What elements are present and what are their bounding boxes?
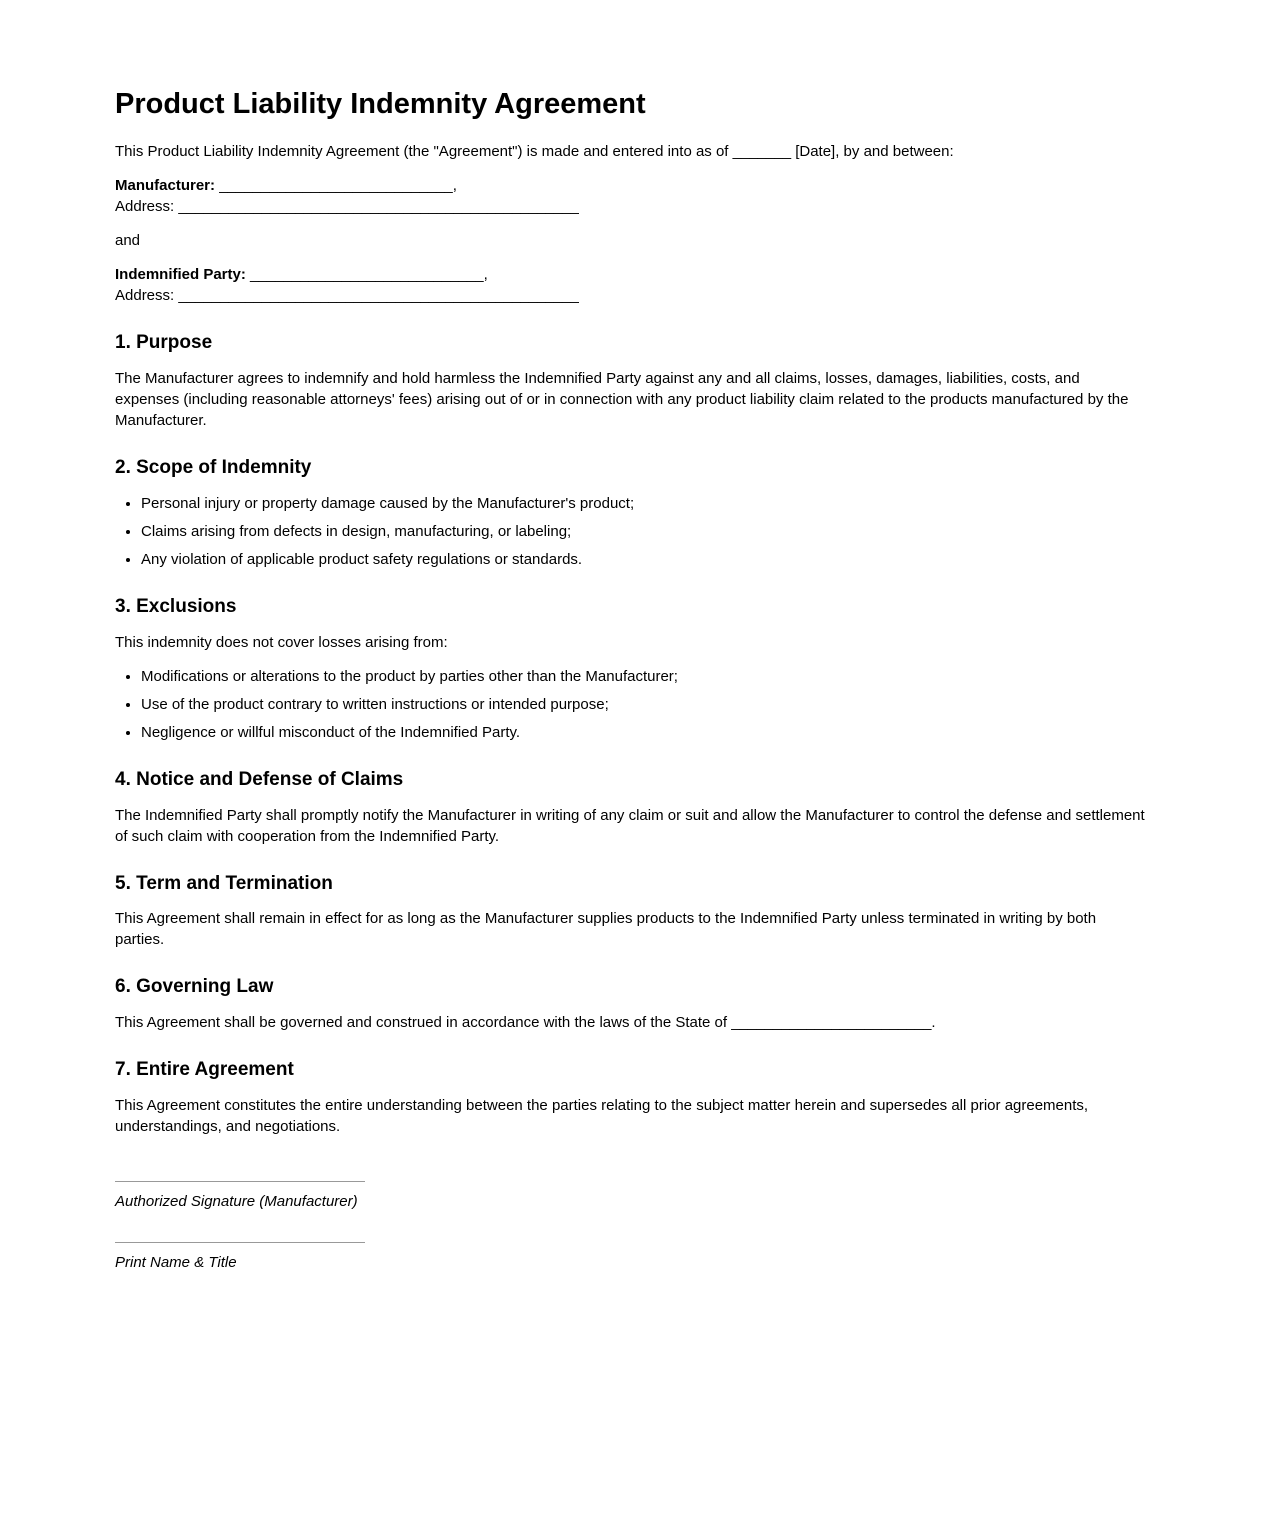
section-purpose — [115, 332, 1148, 431]
page-title: Product Liability Indemnity Agreement — [115, 88, 646, 120]
section-heading: 6. Governing Law — [115, 976, 274, 998]
indemnified-party-label: Indemnified Party: — [115, 266, 246, 284]
section-paragraph: This Agreement shall remain in effect for as long as the Manufacturer supplies products to the Indemnified Party unless terminated in writing by both parties. — [115, 910, 1097, 949]
section-paragraph: This indemnity does not cover losses arising from: — [115, 633, 448, 651]
section-notice-and-defense — [115, 769, 1148, 847]
bullet-list — [115, 666, 1148, 743]
bullet-list — [115, 493, 1148, 570]
section-term-and-termination — [115, 873, 1148, 951]
bullet-item: • Use of the product contrary to written instructions or intended purpose; — [141, 694, 1148, 715]
section-entire-agreement — [115, 1059, 1148, 1137]
section-paragraph: This Agreement constitutes the entire understanding between the parties relating to the subject matter herein and supersedes all prior agreements, understandings, and negotiations. — [115, 1096, 1089, 1135]
manufacturer-line — [115, 175, 1148, 217]
section-heading: 1. Purpose — [115, 332, 213, 354]
intro-paragraph: This Product Liability Indemnity Agreement (the "Agreement") is made and entered into as of _______ [Date], by and between: — [115, 143, 954, 161]
manufacturer-address-blank: ________________________________________________ — [178, 198, 579, 216]
parties-connector: and — [115, 232, 141, 250]
section-paragraph: The Manufacturer agrees to indemnify and hold harmless the Indemnified Party against any and all claims, losses, damages, liabilities, costs, and expenses (including reasonable attorneys' fees) arising out of or in connection with any product liability claim related to the products manufactured by the Manufacturer. — [115, 370, 1129, 430]
section-heading: 3. Exclusions — [115, 595, 237, 617]
signature-label: Authorized Signature (Manufacturer) — [115, 1192, 358, 1210]
section-exclusions — [115, 596, 1148, 743]
indemnified-party-name-blank: ____________________________, — [250, 266, 488, 284]
signature-block — [115, 1181, 1148, 1273]
bullet-item: • Any violation of applicable product safety regulations or standards. — [141, 549, 1148, 570]
manufacturer-label: Manufacturer: — [115, 177, 216, 195]
section-paragraph: This Agreement shall be governed and construed in accordance with the laws of the State of ________________________. — [115, 1014, 936, 1032]
section-scope-of-indemnity — [115, 457, 1148, 570]
print-name-line — [115, 1242, 365, 1243]
manufacturer-name-blank: ____________________________, — [219, 177, 457, 195]
print-name-label: Print Name & Title — [115, 1253, 237, 1271]
section-heading: 5. Term and Termination — [115, 872, 333, 894]
signature-line — [115, 1181, 365, 1182]
bullet-item: • Modifications or alterations to the product by parties other than the Manufacturer; — [141, 666, 1148, 687]
bullet-item: • Claims arising from defects in design, manufacturing, or labeling; — [141, 521, 1148, 542]
section-heading: 2. Scope of Indemnity — [115, 457, 312, 479]
bullet-item: • Personal injury or property damage caused by the Manufacturer's product; — [141, 493, 1148, 514]
section-heading: 7. Entire Agreement — [115, 1059, 294, 1081]
indemnified-party-address-label: Address: — [115, 287, 175, 305]
indemnified-party-address-blank: ________________________________________________ — [178, 287, 579, 305]
section-heading: 4. Notice and Defense of Claims — [115, 768, 404, 790]
section-governing-law — [115, 976, 1148, 1033]
bullet-item: • Negligence or willful misconduct of the Indemnified Party. — [141, 722, 1148, 743]
indemnified-party-line — [115, 264, 1148, 306]
section-paragraph: The Indemnified Party shall promptly notify the Manufacturer in writing of any claim or suit and allow the Manufacturer to control the defense and settlement of such claim with cooperation from the Indemnified Party. — [115, 806, 1145, 845]
manufacturer-address-label: Address: — [115, 198, 175, 216]
